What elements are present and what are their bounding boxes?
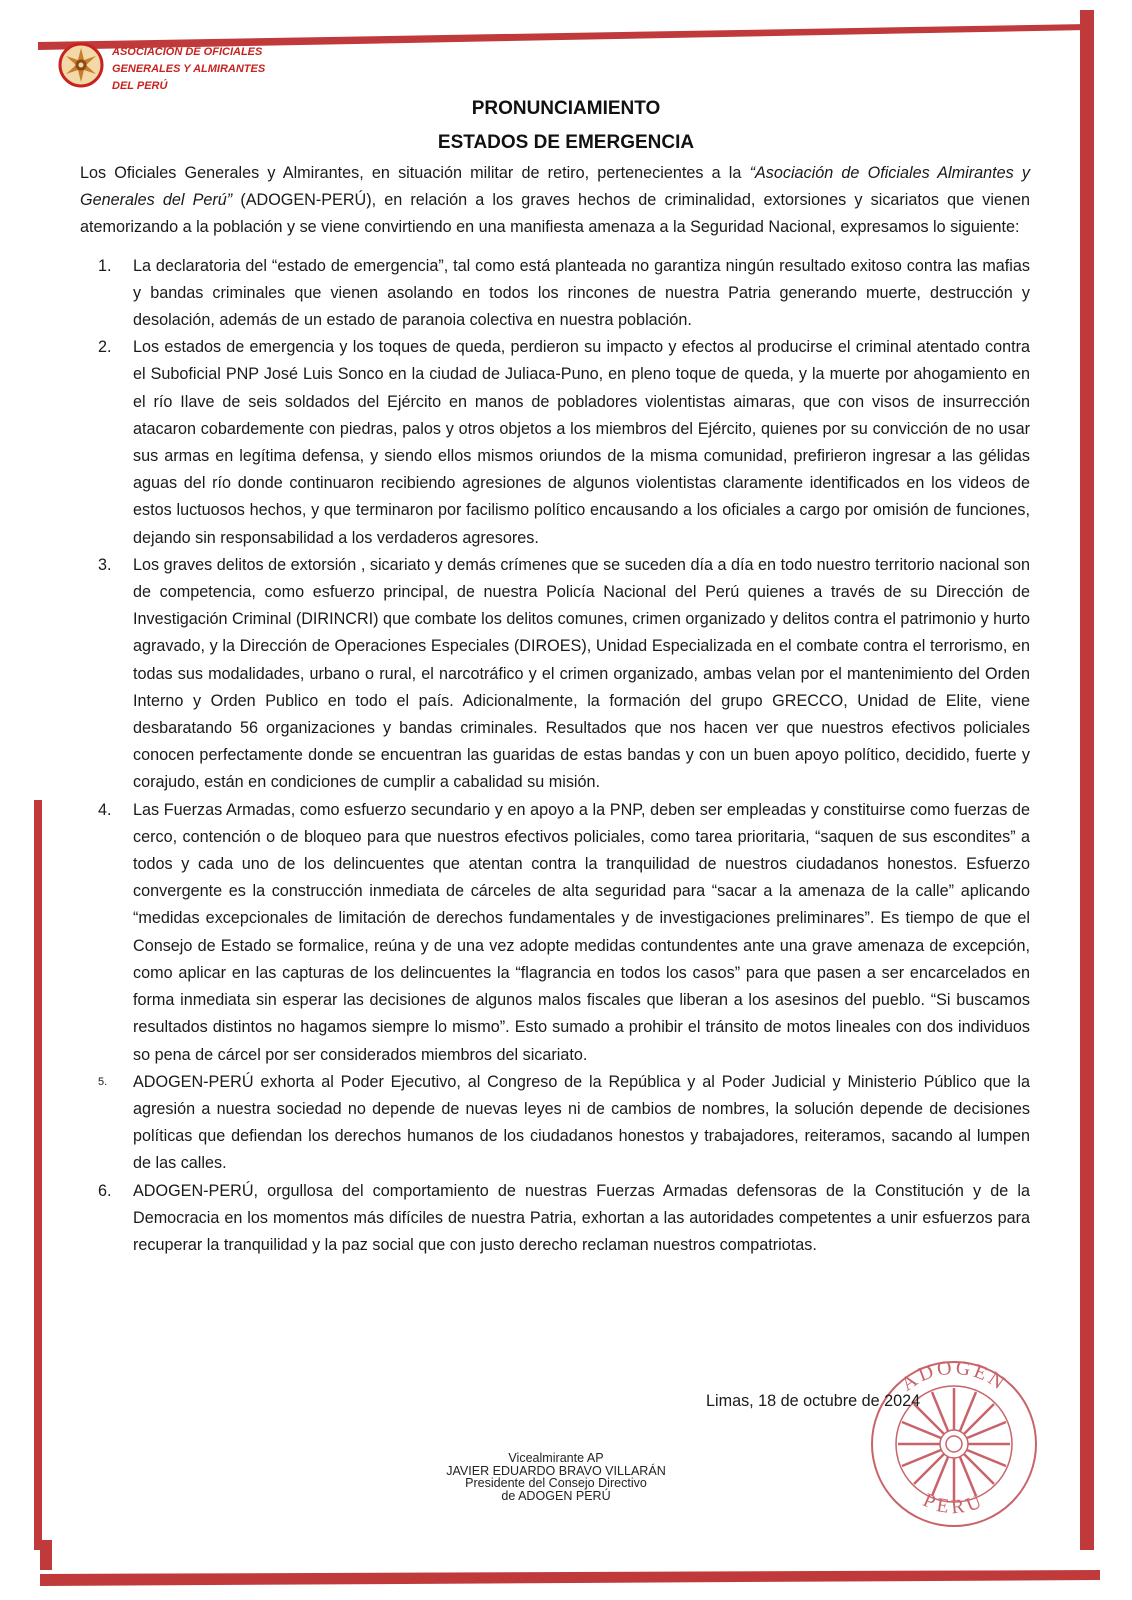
frame-bottom-border (40, 1570, 1100, 1586)
list-item (80, 1178, 1030, 1260)
list-item (80, 797, 1030, 1069)
signer-rank: Vicealmirante AP (508, 1450, 604, 1465)
seal-bottom-text: PERU (919, 1489, 989, 1519)
signature-block (408, 1452, 704, 1502)
intro-text-before: Los Oficiales Generales y Almirantes, en situación militar de retiro, pertenecientes a la (80, 164, 750, 182)
item-number: 3. (98, 555, 112, 574)
item-number: 4. (98, 800, 112, 819)
document-subtitle: ESTADOS DE EMERGENCIA (437, 132, 695, 153)
org-name-line: ASOCIACIÓN DE OFICIALES (112, 46, 263, 58)
organization-name (112, 44, 265, 95)
item-text: ADOGEN-PERÚ, orgullosa del comportamiento de nuestras Fuerzas Armadas defensoras de la Constitución y de la Democracia en los momentos más difíciles de nuestra Patria, exhortan a las autoridades competentes a unir esfuerzos para recuperar la tranquilidad y la paz social que con justo derecho reclaman nuestros compatriotas. (133, 1181, 1030, 1254)
list-item (80, 253, 1030, 335)
document-title: PRONUNCIAMIENTO (471, 98, 661, 119)
frame-right-border (1080, 10, 1094, 1550)
adogen-crest-icon (58, 42, 104, 88)
frame-corner-border (40, 1540, 52, 1570)
document-body (80, 160, 1030, 1259)
item-number: 1. (98, 256, 112, 275)
signer-name: JAVIER EDUARDO BRAVO VILLARÁN (446, 1462, 666, 1478)
item-number: 2. (98, 338, 112, 357)
org-name-line: GENERALES Y ALMIRANTES (112, 63, 266, 75)
item-number: 6. (98, 1181, 112, 1200)
item-text: Los estados de emergencia y los toques de queda, perdieron su impacto y efectos al producirse el criminal atentado contra el Suboficial PNP José Luis Sonco en la ciudad de Juliaca-Puno, en pleno toque de queda, y la muerte por ahogamiento en el río Ilave de seis soldados del Ejército en manos de pobladores violentistas aimaras, que con visos de insurrección atacaron cobardemente con piedras, palos y otros objetos a los miembros del Ejército, quienes por su convicción de no usar sus armas en legítima defensa, y siendo ellos mismos oriundos de la misma comunidad, prefirieron ingresar a las gélidas aguas del río donde continuaron recibiendo agresiones de algunos violentistas claramente identificados en los videos de estos luctuosos hechos, y que terminaron por facilismo político encausando a los oficiales a cargo por omisión de funciones, dejando sin responsabilidad a los verdaderos agresores. (133, 338, 1030, 547)
signer-organization: de ADOGEN PERÚ (501, 1487, 611, 1503)
list-item (80, 334, 1030, 552)
item-text: La declaratoria del “estado de emergencia”, tal como está planteada no garantiza ningún resultado exitoso contra las mafias y bandas criminales que vienen asolando en todos los rincones de nuestra Patria generando muerte, destrucción y desolación, además de un estado de paranoia colectiva en nuestra población. (133, 256, 1030, 330)
signer-title: Presidente del Consejo Directivo (465, 1475, 647, 1491)
item-text: ADOGEN-PERÚ exhorta al Poder Ejecutivo, al Congreso de la República y al Poder Judicial y Ministerio Público que la agresión a nuestra sociedad no depende de nuevas leyes ni de cambios de nombres, la solución depende de decisiones políticas que defiendan los derechos humanos de los ciudadanos honestos y trabajadores, reiteramos, sacando al lumpen de las calles. (133, 1072, 1030, 1173)
item-number: 5. (98, 1075, 108, 1088)
list-item (80, 1069, 1030, 1178)
association-name: “Asociación de Oficiales Almirantes y Generales del Perú” (80, 164, 1030, 210)
adogen-seal-stamp (870, 1345, 1038, 1543)
org-name-line: DEL PERÚ (112, 80, 168, 92)
item-text: Los graves delitos de extorsión , sicariato y demás crímenes que se suceden día a día en todo nuestro territorio nacional son de competencia, como esfuerzo principal, de nuestra Policía Nacional del Perú quienes a través de su Dirección de Investigación Criminal (DIRINCRI) que combate los delitos comunes, crimen organizado y delitos contra el patrimonio y hurto agravado, y la Dirección de Operaciones Especiales (DIROES), Unidad Especializada en el combate contra el terrorismo, en todas sus modalidades, urbano o rural, el narcotráfico y el crimen organizado, ambas velan por el mantenimiento del Orden Interno y Orden Publico en todo el país. Adicionalmente, la formación del grupo GRECCO, Unidad de Elite, viene desbaratando 56 organizaciones y bandas criminales. Resultados que nos hacen ver que nuestros efectivos policiales conocen perfectamente donde se encuentran las guaridas de estas bandas y con un buen apoyo político, decidido, fuerte y corajudo, están en condiciones de cumplir a cabalidad su misión. (133, 555, 1030, 792)
intro-text-after: (ADOGEN-PERÚ), en relación a los graves hechos de criminalidad, extorsiones y sicariatos que vienen atemorizando a la población y se viene convirtiendo en una manifiesta amenaza a la Seguridad Nacional, expresamos lo siguiente: (80, 191, 1030, 237)
statement-list (80, 253, 1030, 1260)
list-item (80, 552, 1030, 797)
document-date: Limas, 18 de octubre de 2024 (706, 1392, 921, 1410)
frame-left-border (34, 800, 42, 1550)
intro-paragraph (80, 160, 1030, 242)
item-text: Las Fuerzas Armadas, como esfuerzo secundario y en apoyo a la PNP, deben ser empleadas y constituirse como fuerzas de cerco, contención o de bloqueo para que nuestros efectivos policiales, como tarea prioritaria, “saquen de sus escondites” a todos y cada uno de los delincuentes que atentan contra la tranquilidad de nuestros ciudadanos honestos. Esfuerzo convergente es la construcción inmediata de cárceles de alta seguridad para “sacar a la amenaza de la calle” aplicando “medidas excepcionales de limitación de derechos fundamentales y de investigaciones preliminares”. Es tiempo de que el Consejo de Estado se formalice, reúna y de una vez adopte medidas contundentes ante una grave amenaza de excepción, como aplicar en las capturas de los delincuentes la “flagrancia en todos los casos” para que pasen a ser encarcelados en forma inmediata sin esperar las decisiones de algunos malos fiscales que liberan a los asesinos del pueblo. “Si buscamos resultados distintos no hagamos siempre lo mismo”. Esto sumado a prohibir el tránsito de motos lineales con dos individuos so pena de cárcel por ser considerados miembros del sicariato. (133, 800, 1030, 1064)
seal-top-text: ADOGEN (897, 1356, 1011, 1396)
